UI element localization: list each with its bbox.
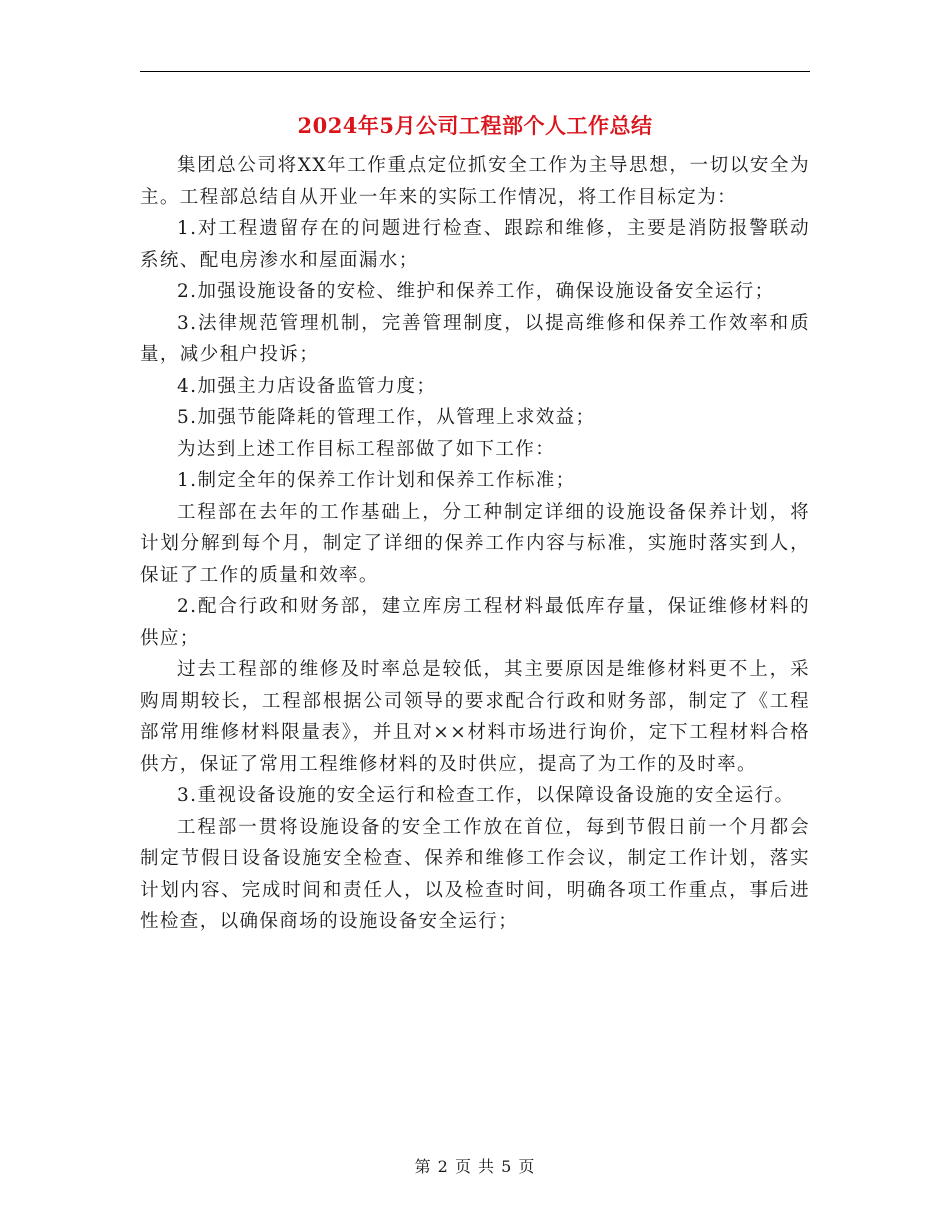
page-number-footer: 第 2 页 共 5 页 (414, 1157, 536, 1176)
paragraph: 为达到上述工作目标工程部做了如下工作： (177, 438, 556, 460)
paragraph: 5.加强节能降耗的管理工作，从管理上求效益； (177, 407, 596, 428)
paragraph: 3.法律规范管理机制，完善管理制度，以提高维修和保养工作效率和质量，减少租户投诉； (140, 312, 810, 365)
document-body (140, 150, 810, 938)
header-rule (140, 71, 810, 72)
paragraph: 集团总公司将XX年工作重点定位抓安全工作为主导思想，一切以安全为主。工程部总结自从开业一年来的实际工作情况，将工作目标定为： (140, 155, 810, 208)
paragraph: 1.对工程遗留存在的问题进行检查、跟踪和维修，主要是消防报警联动系统、配电房渗水和屋面漏水； (140, 218, 810, 271)
paragraph: 1.制定全年的保养工作计划和保养工作标准； (177, 470, 576, 491)
document-title: 2024年5月公司工程部个人工作总结 (297, 113, 653, 138)
paragraph: 2.配合行政和财务部，建立库房工程材料最低库存量，保证维修材料的供应； (140, 596, 810, 649)
paragraph: 过去工程部的维修及时率总是较低，其主要原因是维修材料更不上，采购周期较长，工程部根据公司领导的要求配合行政和财务部，制定了《工程部常用维修材料限量表》，并且对××材料市场进行询价，定下工程材料合格供方，保证了常用工程维修材料的及时供应，提高了为工作的及时率。 (140, 659, 810, 775)
paragraph: 2.加强设施设备的安检、维护和保养工作，确保设施设备安全运行； (177, 281, 775, 302)
paragraph: 4.加强主力店设备监管力度； (177, 375, 437, 397)
paragraph: 工程部在去年的工作基础上，分工种制定详细的设施设备保养计划，将计划分解到每个月，制定了详细的保养工作内容与标准，实施时落实到人，保证了工作的质量和效率。 (140, 501, 810, 586)
paragraph: 工程部一贯将设施设备的安全工作放在首位，每到节假日前一个月都会制定节假日设备设施安全检查、保养和维修工作会议，制定工作计划，落实计划内容、完成时间和责任人，以及检查时间，明确各项工作重点，事后进性检查，以确保商场的设施设备安全运行； (140, 816, 810, 932)
paragraph: 3.重视设备设施的安全运行和检查工作，以保障设备设施的安全运行。 (177, 785, 795, 806)
